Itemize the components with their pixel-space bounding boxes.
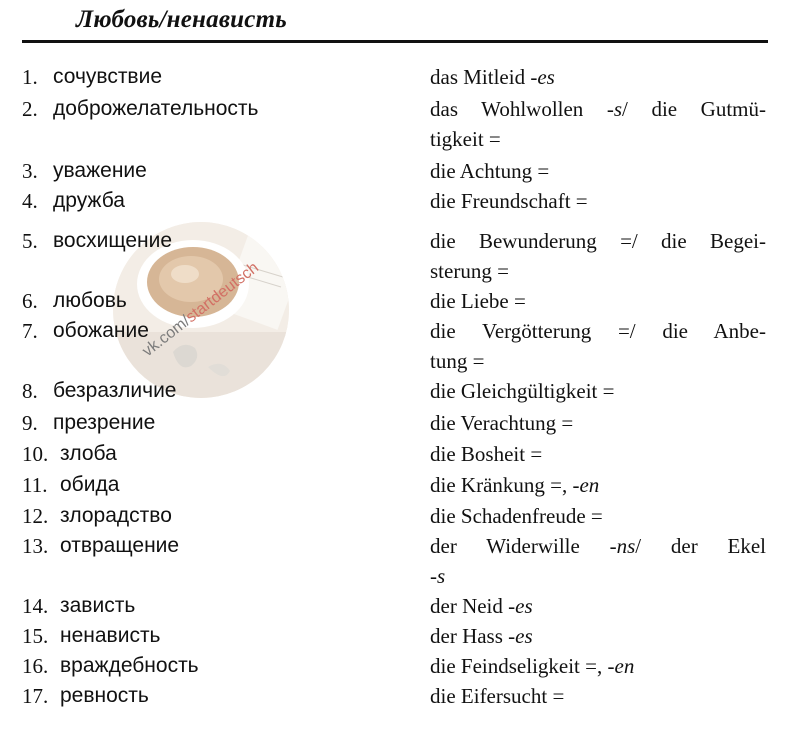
german-translation xyxy=(430,226,766,286)
translation-line xyxy=(430,681,766,711)
translation-line xyxy=(430,439,766,469)
translation-text: der Widerwille xyxy=(430,534,610,558)
german-translation xyxy=(430,439,766,469)
german-translation xyxy=(430,591,766,621)
grammar-ending: -es xyxy=(508,594,533,618)
translation-text: tigkeit = xyxy=(430,127,501,151)
translation-text: der Neid xyxy=(430,594,509,618)
german-translation xyxy=(430,156,766,186)
translation-text: der Hass xyxy=(430,624,509,648)
translation-line xyxy=(430,531,766,561)
item-number: 9. xyxy=(22,411,38,435)
translation-line xyxy=(430,346,766,376)
translation-text: die Freundschaft = xyxy=(430,189,588,213)
russian-term: зависть xyxy=(60,594,136,617)
german-translation xyxy=(430,408,766,438)
item-number: 17. xyxy=(22,684,49,708)
translation-line xyxy=(430,651,766,681)
translation-text: die Kränkung =, xyxy=(430,473,573,497)
grammar-ending: -ns xyxy=(609,534,636,558)
translation-text: / der Ekel xyxy=(635,534,766,558)
translation-line xyxy=(430,94,766,124)
translation-text: das Mitleid xyxy=(430,65,531,89)
russian-term: обида xyxy=(60,473,120,496)
translation-text: die Schadenfreude = xyxy=(430,504,603,528)
translation-text: die Gleichgültigkeit = xyxy=(430,379,615,403)
translation-line xyxy=(430,501,766,531)
translation-line xyxy=(430,124,766,154)
translation-line xyxy=(430,316,766,346)
grammar-ending: -en xyxy=(607,654,635,678)
translation-line xyxy=(430,591,766,621)
russian-term: презрение xyxy=(53,411,156,434)
russian-term: доброжелательность xyxy=(53,97,259,120)
grammar-ending: -es xyxy=(508,624,533,648)
grammar-ending: -s xyxy=(606,97,623,121)
translation-line xyxy=(430,470,766,500)
translation-text: das Wohlwollen xyxy=(430,97,607,121)
translation-line xyxy=(430,186,766,216)
watermark-prefix: vk.com/ xyxy=(139,312,194,361)
watermark-accent: startdeutsch xyxy=(182,259,262,327)
item-number: 2. xyxy=(22,97,38,121)
translation-text: sterung = xyxy=(430,259,509,283)
translation-text: die Feindseligkeit =, xyxy=(430,654,608,678)
item-number: 7. xyxy=(22,319,38,343)
russian-term: злорадство xyxy=(60,504,172,527)
translation-line xyxy=(430,226,766,256)
translation-line xyxy=(430,376,766,406)
translation-text: die Liebe = xyxy=(430,289,526,313)
german-translation xyxy=(430,501,766,531)
german-translation xyxy=(430,621,766,651)
russian-term: ненависть xyxy=(60,624,161,647)
russian-term: безразличие xyxy=(53,379,177,402)
translation-text: die Verachtung = xyxy=(430,411,574,435)
item-number: 5. xyxy=(22,229,38,253)
item-number: 3. xyxy=(22,159,38,183)
russian-term: сочувствие xyxy=(53,65,162,88)
german-translation xyxy=(430,62,766,92)
item-number: 10. xyxy=(22,442,49,466)
translation-line xyxy=(430,286,766,316)
translation-text: die Vergötterung =/ die Anbe- xyxy=(430,319,766,343)
item-number: 1. xyxy=(22,65,38,89)
russian-term: ревность xyxy=(60,684,149,707)
section-heading: Любовь/ненависть xyxy=(76,6,287,33)
russian-term: восхищение xyxy=(53,229,173,252)
translation-text: / die Gutmü- xyxy=(622,97,766,121)
german-translation xyxy=(430,94,766,154)
item-number: 4. xyxy=(22,189,38,213)
german-translation xyxy=(430,316,766,376)
translation-line xyxy=(430,256,766,286)
german-translation xyxy=(430,286,766,316)
translation-line xyxy=(430,408,766,438)
german-translation xyxy=(430,186,766,216)
translation-line xyxy=(430,621,766,651)
translation-text: tung = xyxy=(430,349,485,373)
russian-term: любовь xyxy=(53,289,127,312)
grammar-ending: -es xyxy=(530,65,555,89)
item-number: 12. xyxy=(22,504,49,528)
russian-term: враждебность xyxy=(60,654,199,677)
item-number: 13. xyxy=(22,534,49,558)
item-number: 16. xyxy=(22,654,49,678)
translation-line xyxy=(430,156,766,186)
russian-term: уважение xyxy=(53,159,147,182)
russian-term: отвращение xyxy=(60,534,180,557)
german-translation xyxy=(430,531,766,591)
translation-line xyxy=(430,62,766,92)
item-number: 14. xyxy=(22,594,49,618)
german-translation xyxy=(430,681,766,711)
translation-text: die Achtung = xyxy=(430,159,550,183)
item-number: 8. xyxy=(22,379,38,403)
item-number: 6. xyxy=(22,289,38,313)
item-number: 15. xyxy=(22,624,49,648)
german-translation xyxy=(430,376,766,406)
russian-term: дружба xyxy=(53,189,125,212)
translation-text: die Bewunderung =/ die Begei- xyxy=(430,229,766,253)
translation-text: die Eifersucht = xyxy=(430,684,565,708)
grammar-ending: -en xyxy=(572,473,600,497)
translation-text: die Bosheit = xyxy=(430,442,543,466)
translation-line xyxy=(430,561,766,591)
russian-term: злоба xyxy=(60,442,117,465)
russian-term: обожание xyxy=(53,319,149,342)
german-translation xyxy=(430,470,766,500)
german-translation xyxy=(430,651,766,681)
grammar-ending: -s xyxy=(430,564,446,588)
item-number: 11. xyxy=(22,473,48,497)
